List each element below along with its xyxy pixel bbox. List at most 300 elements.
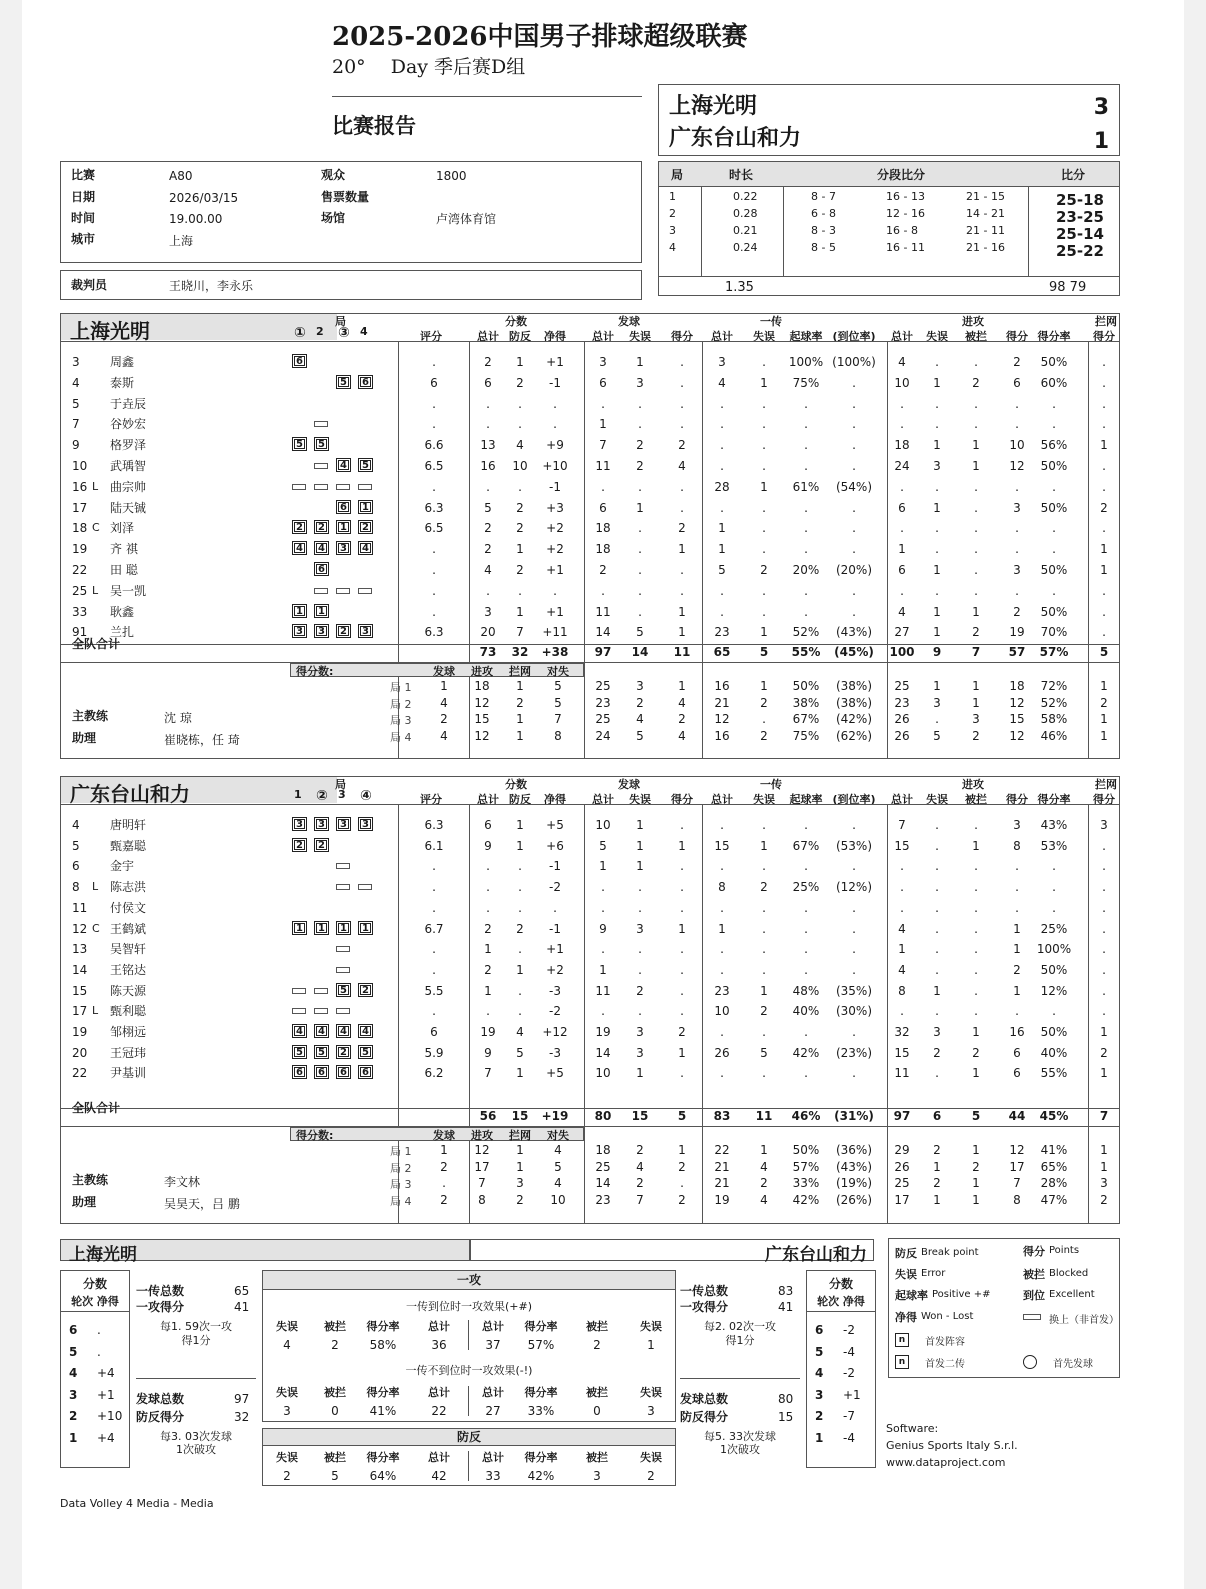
stat-cell: . <box>852 521 856 535</box>
player-name: 齐 祺 <box>110 542 138 556</box>
stat-cell: 2 <box>516 521 524 535</box>
pts-cell: 1 <box>516 1143 524 1157</box>
grid-header: 被拦 <box>586 1386 608 1399</box>
player-number: 22 <box>72 563 88 577</box>
set-label: 局 2 <box>390 1161 412 1175</box>
stat-cell: . <box>486 859 490 873</box>
report-sheet <box>22 0 1184 1589</box>
stat-cell: . <box>1015 1004 1019 1018</box>
stat-cell: . <box>432 563 436 577</box>
info-label: 场馆 <box>321 211 346 225</box>
stat-cell: . <box>935 521 939 535</box>
grid-value: 58% <box>369 1338 397 1352</box>
stat-cell: . <box>486 397 490 411</box>
set-stat-cell: 50% <box>792 679 820 693</box>
rule <box>60 804 1120 805</box>
stat-cell: . <box>852 901 856 915</box>
stat-cell: . <box>680 942 684 956</box>
total-cell: 56 <box>479 1109 497 1123</box>
stat-cell: . <box>638 397 642 411</box>
stat-cell: . <box>804 922 808 936</box>
set-label: 局 2 <box>390 697 412 711</box>
total-cell: 57 <box>1008 645 1026 659</box>
stat-cell: 4 <box>516 438 524 452</box>
set-stat-cell: 25 <box>595 1159 611 1174</box>
stat-cell: . <box>1102 839 1106 853</box>
set-stat-cell: 1 <box>1100 1143 1108 1157</box>
rotation-value: . <box>97 1323 101 1337</box>
lineup-position: 5 <box>294 439 305 449</box>
stat-cell: . <box>680 584 684 598</box>
lineup-icon: n <box>895 1355 909 1369</box>
player-name: 王铭达 <box>110 963 147 977</box>
stat-cell: . <box>601 880 605 894</box>
stat-cell: . <box>638 605 642 619</box>
stat-cell: 3 <box>1013 818 1021 832</box>
lineup-position: 3 <box>338 543 349 553</box>
lineup-box <box>292 354 307 368</box>
lineup-position: 4 <box>316 1026 327 1036</box>
sub-marker <box>336 946 350 952</box>
summary-value: 83 <box>778 1284 794 1298</box>
stat-cell: 1 <box>678 1046 686 1060</box>
stat-cell: 50% <box>1040 605 1068 619</box>
stat-cell: 3 <box>718 355 726 369</box>
stat-cell: . <box>553 417 557 431</box>
stat-cell: . <box>601 480 605 494</box>
stat-cell: 4 <box>898 963 906 977</box>
first-attack-box <box>262 1270 676 1422</box>
stat-cell: 50% <box>1040 459 1068 473</box>
stat-cell: . <box>486 417 490 431</box>
summary-value: 32 <box>234 1410 250 1424</box>
lineup-box <box>358 375 373 389</box>
stat-cell: . <box>680 1004 684 1018</box>
stat-cell: . <box>974 922 978 936</box>
stat-cell: . <box>804 605 808 619</box>
pts-cell: 1 <box>516 679 524 693</box>
pts-header: 拦网 <box>509 665 531 678</box>
stat-cell: 6.1 <box>424 839 444 853</box>
lineup-position: 6 <box>360 377 371 387</box>
stat-cell: 5.9 <box>424 1046 444 1060</box>
set-stat-cell: 4 <box>760 1192 768 1207</box>
col-header: 得分 <box>1006 793 1028 806</box>
grid-value: 4 <box>283 1338 291 1352</box>
stat-cell: . <box>974 501 978 515</box>
stat-cell: 100% <box>788 355 824 369</box>
summary-label: 一传总数 <box>680 1284 729 1298</box>
stat-cell: +5 <box>546 818 564 832</box>
stat-cell: +10 <box>542 459 568 473</box>
total-cell: 5 <box>971 1109 981 1123</box>
stat-cell: . <box>432 880 436 894</box>
stat-cell: . <box>852 584 856 598</box>
stat-cell: . <box>974 880 978 894</box>
stat-cell: +6 <box>546 839 564 853</box>
stat-cell: 1 <box>760 839 768 853</box>
player-name: 兰扎 <box>110 625 135 639</box>
stat-cell: 3 <box>933 1025 941 1039</box>
rotation-number: 6 <box>815 1323 824 1337</box>
sub-marker <box>336 484 350 490</box>
summary-label: 发球总数 <box>136 1392 185 1406</box>
set-stat-cell: (36%) <box>835 1143 873 1157</box>
player-number: 10 <box>72 459 88 473</box>
stat-cell: 1 <box>678 839 686 853</box>
stat-cell: 40% <box>792 1004 820 1018</box>
total-cell: 97 <box>594 645 612 659</box>
sub-marker <box>314 588 328 594</box>
set-stat-cell: (38%) <box>835 679 873 693</box>
bottom-teamA <box>60 1239 470 1265</box>
grid-value: 3 <box>283 1404 291 1418</box>
break-title: 防反 <box>263 1429 675 1445</box>
lineup-position: 3 <box>338 819 349 829</box>
lineup-box <box>336 983 351 997</box>
set-stat-cell: 2 <box>760 1176 768 1190</box>
stat-cell: 9 <box>599 922 607 936</box>
stat-cell: 8 <box>1013 839 1021 853</box>
stat-cell: 2 <box>678 438 686 452</box>
legend-desc: Error <box>921 1268 946 1279</box>
set-stat-cell: 14 <box>595 1176 611 1190</box>
lineup-box <box>336 500 351 514</box>
lineup-box <box>314 921 329 935</box>
stat-cell: . <box>852 818 856 832</box>
stat-cell: . <box>1102 963 1106 977</box>
lineup-box <box>336 1065 351 1079</box>
lineup-box <box>292 604 307 618</box>
stat-cell: 19 <box>1009 625 1025 639</box>
legend-desc: Excellent <box>1049 1289 1095 1300</box>
col-header: 发球 <box>618 315 640 328</box>
pts-header: 发球 <box>433 1129 455 1142</box>
stat-cell: . <box>720 1066 724 1080</box>
stat-cell: . <box>762 584 766 598</box>
stat-cell: +1 <box>546 942 564 956</box>
stat-cell: . <box>935 1066 939 1080</box>
stat-cell: 1 <box>1100 563 1108 577</box>
player-name: 田 聪 <box>110 563 138 577</box>
player-number: 12 <box>72 922 88 936</box>
stat-cell: . <box>720 859 724 873</box>
lineup-position: 6 <box>338 502 349 512</box>
stat-cell: +2 <box>546 521 564 535</box>
col-header: 总计 <box>711 793 733 806</box>
set-stat-cell: 2 <box>636 695 644 710</box>
sub-marker <box>314 1008 328 1014</box>
score-team2: 广东台山和力 <box>669 125 802 151</box>
stat-cell: . <box>900 901 904 915</box>
stat-cell: +1 <box>546 563 564 577</box>
pts-cell: 4 <box>440 695 448 710</box>
summary-label: 一攻得分 <box>136 1300 185 1314</box>
stat-cell: +12 <box>542 1025 568 1039</box>
grid-header: 失误 <box>640 1320 662 1333</box>
rule <box>60 662 1120 663</box>
stat-cell: . <box>1052 417 1056 431</box>
match-info <box>60 161 642 263</box>
summary-value: 15 <box>778 1410 794 1424</box>
sub-marker <box>358 884 372 890</box>
col-header: 失误 <box>629 330 651 343</box>
set-score: 25-18 <box>1056 191 1104 209</box>
stat-cell: 4 <box>898 605 906 619</box>
lineup-position: 6 <box>338 1067 349 1077</box>
grid-value: 3 <box>593 1469 601 1483</box>
stat-cell: . <box>852 963 856 977</box>
stat-cell: . <box>935 542 939 556</box>
stat-cell: 11 <box>595 605 611 619</box>
col-header: 总计 <box>711 330 733 343</box>
stat-cell: . <box>1015 859 1019 873</box>
set-stat-cell: (19%) <box>835 1176 873 1190</box>
legend-key: 到位 <box>1023 1289 1045 1302</box>
lineup-position: 3 <box>360 819 371 829</box>
stat-cell: 1 <box>636 501 644 515</box>
lineup-position: 1 <box>316 606 327 616</box>
total-cell: +38 <box>541 645 569 659</box>
sets-cell: 14 - 21 <box>966 207 1005 220</box>
stat-cell: . <box>762 397 766 411</box>
set-stat-cell: 16 <box>714 679 730 693</box>
lineup-position: 4 <box>294 1026 305 1036</box>
stat-cell: . <box>720 417 724 431</box>
set-stat-cell: 3 <box>1100 1176 1108 1190</box>
grid-value: 2 <box>647 1469 655 1483</box>
grid-header: 总计 <box>428 1451 450 1464</box>
stat-cell: . <box>518 584 522 598</box>
player-name: 陈天源 <box>110 984 147 998</box>
player-role: L <box>92 480 99 493</box>
stat-cell: 2 <box>760 880 768 894</box>
legend-key: 起球率 <box>895 1289 928 1302</box>
stat-cell: 2 <box>678 521 686 535</box>
lineup-box <box>292 1065 307 1079</box>
total-time: 1.35 <box>725 280 754 295</box>
player-number: 15 <box>72 984 88 998</box>
stat-cell: 5 <box>516 1046 524 1060</box>
grid-value: 3 <box>647 1404 655 1418</box>
total-cell: 6 <box>932 1109 942 1123</box>
col-header: 进攻 <box>962 315 984 328</box>
legend-box <box>888 1238 1120 1378</box>
total-cell: 7 <box>1099 1109 1109 1123</box>
stat-cell: . <box>762 542 766 556</box>
stat-cell: 3 <box>599 355 607 369</box>
stat-cell: 4 <box>718 376 726 390</box>
stat-cell: . <box>638 542 642 556</box>
stat-cell: 2 <box>972 376 980 390</box>
set-label: 局 1 <box>390 1145 412 1158</box>
stat-cell: +5 <box>546 1066 564 1080</box>
player-name: 陈志洪 <box>110 880 147 894</box>
col-header: 得分率 <box>1037 793 1071 806</box>
set-stat-cell: 7 <box>636 1192 644 1207</box>
stat-cell: (35%) <box>835 984 873 998</box>
stat-cell: . <box>680 563 684 577</box>
stat-cell: 75% <box>792 376 820 390</box>
col-header: 总计 <box>891 330 913 343</box>
set-stat-cell: 1 <box>1100 679 1108 693</box>
set-label: 局 3 <box>390 714 412 727</box>
stat-cell: (20%) <box>835 563 873 577</box>
rotation-number: 6 <box>69 1323 78 1337</box>
summary-label: 一传总数 <box>136 1284 185 1298</box>
sets-cell: 6 - 8 <box>811 207 836 220</box>
sets-cell: 21 - 15 <box>966 190 1005 203</box>
grid-value: 2 <box>331 1338 339 1352</box>
sub-marker <box>314 421 328 427</box>
stat-cell: 10 <box>714 1004 730 1018</box>
stat-cell: 1 <box>972 1025 980 1039</box>
pts-cell: 4 <box>554 1176 562 1190</box>
stat-cell: . <box>1102 480 1106 494</box>
stat-cell: . <box>720 818 724 832</box>
set-number: 4 <box>360 325 368 338</box>
stat-cell: 25% <box>1040 922 1068 936</box>
stat-cell: 1 <box>636 1066 644 1080</box>
pts-header: 拦网 <box>509 1129 531 1142</box>
sets-cell: 21 - 16 <box>966 241 1005 254</box>
rot-subheader: 轮次 净得 <box>71 1295 119 1308</box>
stat-cell: . <box>518 942 522 956</box>
total-cell: +19 <box>541 1109 569 1123</box>
stat-cell: . <box>852 417 856 431</box>
stat-cell: . <box>680 880 684 894</box>
grid-value: 33% <box>527 1404 555 1418</box>
stat-cell: 48% <box>792 984 820 998</box>
first-serve-icon <box>1023 1355 1037 1369</box>
lineup-position: 5 <box>338 377 349 387</box>
stat-cell: . <box>720 584 724 598</box>
stat-cell: 15 <box>894 1046 910 1060</box>
stat-cell: 10 <box>512 459 528 473</box>
lineup-box <box>314 437 329 451</box>
stat-cell: . <box>852 542 856 556</box>
sub-icon <box>1023 1314 1041 1320</box>
stat-cell: 100% <box>1036 942 1072 956</box>
stat-cell: . <box>720 901 724 915</box>
set-stat-cell: 2 <box>933 1176 941 1190</box>
stat-cell: 12 <box>1009 459 1025 473</box>
set-stat-cell: (42%) <box>835 712 873 726</box>
stat-cell: 1 <box>718 922 726 936</box>
lineup-box <box>358 1024 373 1038</box>
stat-cell: . <box>518 901 522 915</box>
stat-cell: . <box>804 901 808 915</box>
set-stat-cell: 25 <box>595 712 611 726</box>
stat-cell: . <box>518 480 522 494</box>
stat-cell: . <box>900 859 904 873</box>
stat-cell: . <box>1015 397 1019 411</box>
stat-cell: . <box>1102 397 1106 411</box>
stat-cell: . <box>1015 542 1019 556</box>
col-header: 防反 <box>509 330 531 343</box>
set-stat-cell: 2 <box>972 1159 980 1174</box>
stat-cell: 24 <box>894 459 910 473</box>
stat-cell: 1 <box>1100 1066 1108 1080</box>
set-stat-cell: 33% <box>792 1176 820 1190</box>
stat-cell: 1 <box>1100 542 1108 556</box>
set-stat-cell: 23 <box>894 695 910 710</box>
player-name: 曲宗帅 <box>110 480 147 494</box>
player-role: L <box>92 1004 99 1017</box>
stat-cell: . <box>804 501 808 515</box>
col-header: 失误 <box>926 330 948 343</box>
bottom-teamB-name: 广东台山和力 <box>765 1245 867 1265</box>
stat-cell: . <box>900 584 904 598</box>
set-number: ① <box>294 325 306 341</box>
stat-cell: . <box>1015 880 1019 894</box>
lineup-box <box>358 983 373 997</box>
set-stat-cell: 7 <box>1013 1176 1021 1190</box>
col-header: 评分 <box>420 330 442 343</box>
set-stat-cell: 1 <box>933 1192 941 1207</box>
grid-value: 41% <box>369 1404 397 1418</box>
stat-cell: 15 <box>714 839 730 853</box>
sets-cell: 0.22 <box>733 190 758 203</box>
stat-cell: . <box>1102 376 1106 390</box>
set-stat-cell: 28% <box>1040 1176 1068 1190</box>
set-stat-cell: 18 <box>595 1143 611 1157</box>
col-header: (到位率) <box>832 793 876 806</box>
set-stat-cell: 2 <box>972 728 980 743</box>
stat-cell: 2 <box>599 563 607 577</box>
player-name: 周鑫 <box>110 355 135 369</box>
grid-header: 得分率 <box>524 1320 558 1333</box>
grid-value: 27 <box>485 1404 501 1418</box>
stat-cell: . <box>720 963 724 977</box>
legend-key: 净得 <box>895 1311 917 1324</box>
stat-cell: 1 <box>972 1066 980 1080</box>
player-name: 武瑀智 <box>110 459 147 473</box>
rotation-number: 3 <box>815 1387 824 1402</box>
set-stat-cell: 1 <box>678 1143 686 1157</box>
player-number: 4 <box>72 818 80 832</box>
stat-cell: +1 <box>546 605 564 619</box>
player-number: 16 <box>72 480 88 494</box>
set-stat-cell: 72% <box>1040 679 1068 693</box>
set-stat-cell: 12 <box>1009 1143 1025 1157</box>
stat-cell: 10 <box>595 818 611 832</box>
grid-value: 33 <box>485 1469 501 1483</box>
footer: Data Volley 4 Media - Media <box>60 1497 214 1510</box>
stat-cell: 14 <box>595 1046 611 1060</box>
set-score: 25-22 <box>1056 242 1104 260</box>
stat-cell: . <box>804 417 808 431</box>
lineup-box <box>314 541 329 555</box>
grid-value: 36 <box>431 1338 447 1352</box>
stat-cell: . <box>486 901 490 915</box>
set-stat-cell: 1 <box>1100 728 1108 743</box>
pts-cell: 2 <box>440 1192 448 1207</box>
sets-cell: 0.24 <box>733 241 758 254</box>
col-header: 总计 <box>592 793 614 806</box>
lineup-box <box>314 817 329 831</box>
set-stat-cell: 21 <box>714 1159 730 1174</box>
lineup-position: 3 <box>360 626 371 636</box>
lineup-position: 2 <box>360 985 371 995</box>
player-number: 25 <box>72 584 88 598</box>
sub-marker <box>336 1008 350 1014</box>
stat-cell: . <box>553 901 557 915</box>
pts-cell: 7 <box>478 1176 486 1190</box>
stat-cell: (23%) <box>835 1046 873 1060</box>
stat-cell: . <box>720 1025 724 1039</box>
summary-value: 41 <box>234 1300 250 1314</box>
